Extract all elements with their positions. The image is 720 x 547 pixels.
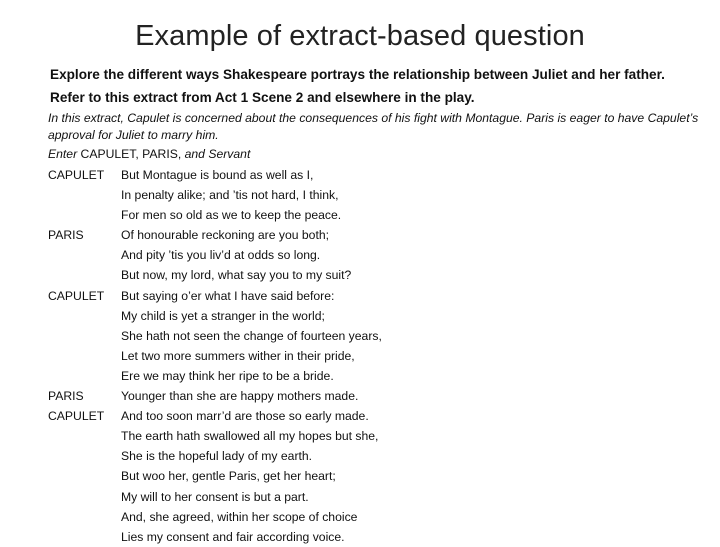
script-line — [48, 426, 708, 446]
stage-direction — [48, 147, 250, 161]
verse-text: For men so old as we to keep the peace. — [121, 208, 342, 223]
verse-text: She is the hopeful lady of my earth. — [121, 449, 313, 464]
verse-text: And, she agreed, within her scope of choice — [121, 509, 358, 524]
script-line — [48, 306, 708, 326]
script-line — [48, 386, 708, 406]
verse-text: The earth hath swallowed all my hopes but she, — [121, 429, 379, 444]
question-line-2: Refer to this extract from Act 1 Scene 2 and elsewhere in the play. — [50, 90, 475, 105]
extract-context: In this extract, Capulet is concerned about the consequences of his fight with Montague. Paris is eager to have Capulet’s approval for Juliet to marry him. — [48, 111, 699, 142]
script-line — [48, 265, 708, 285]
script-line — [48, 446, 708, 466]
verse-text: In penalty alike; and ’tis not hard, I think, — [121, 188, 339, 203]
stage-direction-rest: and Servant — [184, 147, 251, 161]
script-line — [48, 326, 708, 346]
page-title: Example of extract-based question — [135, 20, 585, 52]
verse-text: My will to her consent is but a part. — [121, 489, 309, 504]
verse-text: But saying o’er what I have said before: — [121, 288, 335, 303]
script-line — [48, 225, 708, 245]
script-line — [48, 205, 708, 225]
script-line — [48, 185, 708, 205]
verse-text: But woo her, gentle Paris, get her heart; — [121, 469, 336, 484]
stage-direction-names: CAPULET, PARIS, — [80, 147, 182, 161]
question-line-1: Explore the different ways Shakespeare portrays the relationship between Juliet and her father. — [50, 67, 665, 82]
speaker-name: PARIS — [48, 228, 84, 243]
verse-text: Younger than she are happy mothers made. — [121, 389, 359, 404]
verse-text: My child is yet a stranger in the world; — [121, 308, 325, 323]
script-line — [48, 406, 708, 426]
script-line — [48, 245, 708, 265]
speaker-name: CAPULET — [48, 288, 105, 303]
script-line — [48, 165, 708, 185]
speaker-name: CAPULET — [48, 168, 105, 182]
verse-text: But now, my lord, what say you to my suit? — [121, 268, 352, 283]
script-line — [48, 507, 708, 527]
speaker-name: PARIS — [48, 389, 84, 404]
verse-text: Ere we may think her ripe to be a bride. — [121, 368, 334, 383]
verse-text: And pity ’tis you liv’d at odds so long. — [121, 248, 321, 263]
script-line — [48, 487, 708, 507]
extract-lines — [48, 165, 708, 547]
speaker-name: CAPULET — [48, 409, 105, 424]
verse-text: Of honourable reckoning are you both; — [121, 228, 330, 243]
verse-text: Let two more summers wither in their pride, — [121, 348, 355, 363]
stage-direction-enter: Enter — [48, 147, 78, 161]
script-line — [48, 286, 708, 306]
verse-text: Lies my consent and fair according voice. — [121, 529, 345, 544]
script-line — [48, 466, 708, 486]
script-line — [48, 366, 708, 386]
script-line — [48, 527, 708, 547]
verse-text: And too soon marr’d are those so early made. — [121, 409, 369, 424]
verse-text: But Montague is bound as well as I, — [121, 168, 314, 182]
verse-text: She hath not seen the change of fourteen years, — [121, 328, 382, 343]
script-line — [48, 346, 708, 366]
